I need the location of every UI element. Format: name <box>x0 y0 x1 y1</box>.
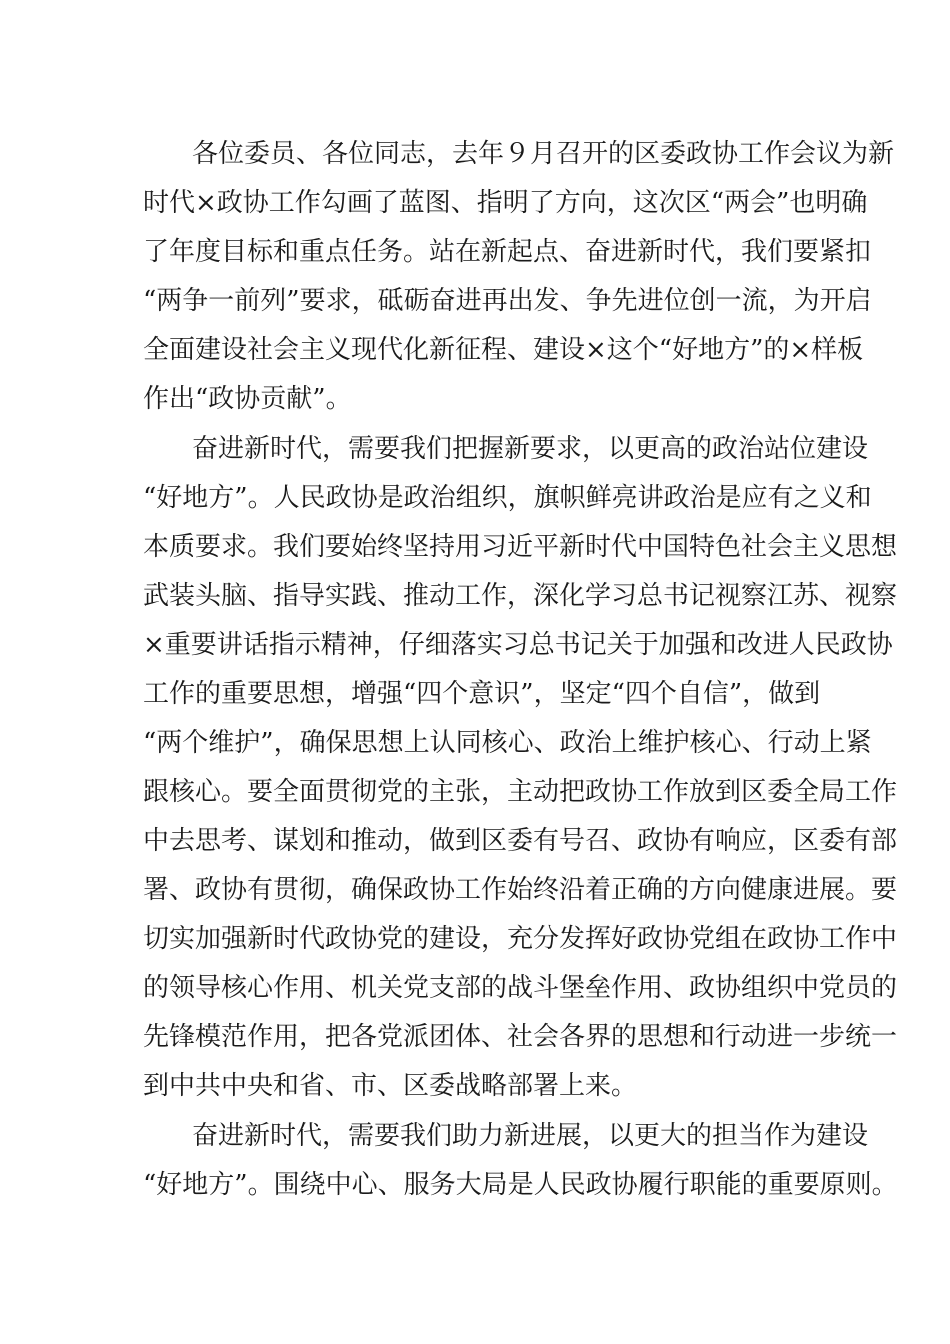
paragraph-2-line-10: 署、政协有贯彻，确保政协工作始终沿着正确的方向健康进展。要 <box>143 875 898 905</box>
paragraph-1-line-2: 时代×政协工作勾画了蓝图、指明了方向，这次区“两会”也明确 <box>143 188 868 218</box>
paragraph-2-line-8: 跟核心。要全面贯彻党的主张，主动把政协工作放到区委全局工作 <box>143 777 898 807</box>
paragraph-2-line-3: 本质要求。我们要始终坚持用习近平新时代中国特色社会主义思想 <box>143 532 898 562</box>
paragraph-2-line-2: “好地方”。人民政协是政治组织，旗帜鲜亮讲政治是应有之义和 <box>143 483 872 513</box>
paragraph-1-line-3: 了年度目标和重点任务。站在新起点、奋进新时代，我们要紧扣 <box>143 237 872 267</box>
paragraph-2-line-11: 切实加强新时代政协党的建设，充分发挥好政协党组在政协工作中 <box>143 924 898 954</box>
paragraph-2-line-14: 到中共中央和省、市、区委战略部署上来。 <box>143 1071 638 1101</box>
paragraph-1-line-6: 作出“政协贡献”。 <box>143 384 352 414</box>
paragraph-2-line-7: “两个维护”，确保思想上认同核心、政治上维护核心、行动上紧 <box>143 728 872 758</box>
paragraph-2-line-9: 中去思考、谋划和推动，做到区委有号召、政协有响应，区委有部 <box>143 826 898 856</box>
paragraph-1-line-1: 各位委员、各位同志，去年９月召开的区委政协工作会议为新 <box>192 139 895 169</box>
paragraph-2-line-4: 武装头脑、指导实践、推动工作，深化学习总书记视察江苏、视察 <box>143 581 898 611</box>
paragraph-3-line-1: 奋进新时代，需要我们助力新进展，以更大的担当作为建设 <box>192 1121 869 1151</box>
paragraph-2-line-6: 工作的重要思想，增强“四个意识”，坚定“四个自信”，做到 <box>143 679 821 709</box>
paragraph-2-line-5: ×重要讲话指示精神，仔细落实习总书记关于加强和改进人民政协 <box>143 630 893 660</box>
paragraph-1-line-4: “两争一前列”要求，砥砺奋进再出发、争先进位创一流，为开启 <box>143 286 872 316</box>
paragraph-2-line-1: 奋进新时代，需要我们把握新要求，以更高的政治站位建设 <box>192 434 869 464</box>
paragraph-1-line-5: 全面建设社会主义现代化新征程、建设×这个“好地方”的×样板 <box>143 335 864 365</box>
paragraph-3-line-2: “好地方”。围绕中心、服务大局是人民政协履行职能的重要原则。 <box>143 1170 898 1200</box>
paragraph-2-line-12: 的领导核心作用、机关党支部的战斗堡垒作用、政协组织中党员的 <box>143 973 898 1003</box>
paragraph-2-line-13: 先锋模范作用，把各党派团体、社会各界的思想和行动进一步统一 <box>143 1022 898 1052</box>
